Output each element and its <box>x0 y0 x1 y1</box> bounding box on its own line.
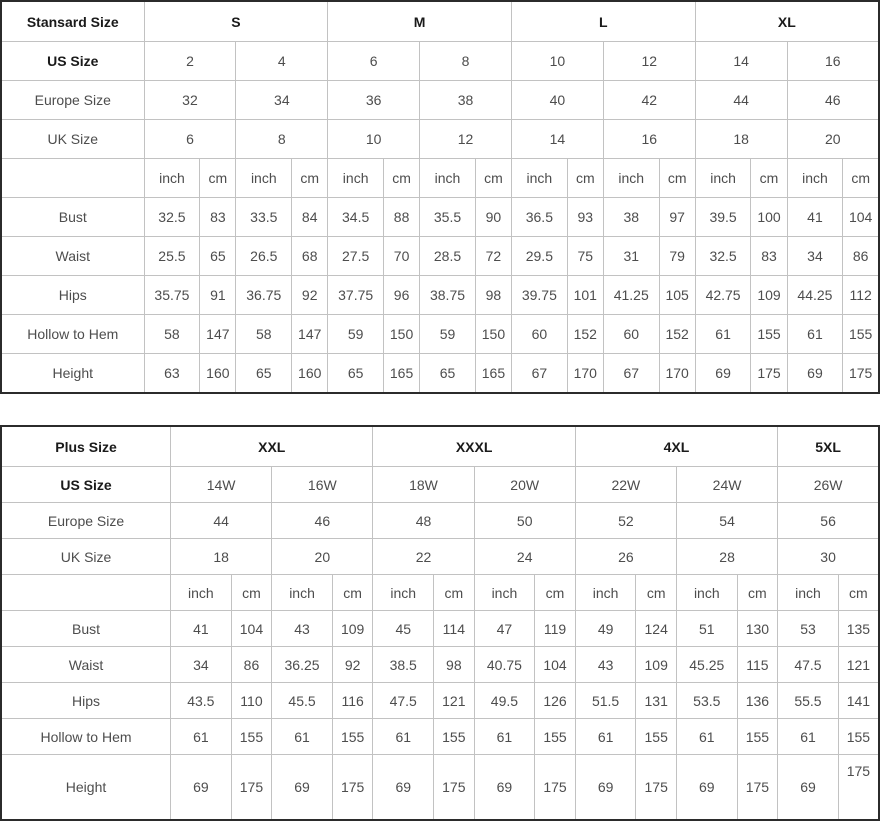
size-value: 93 <box>567 198 603 237</box>
size-value: 175 <box>535 755 576 821</box>
size-value: 124 <box>636 611 677 647</box>
size-group-header: 5XL <box>778 426 879 467</box>
size-value: 36 <box>328 81 420 120</box>
size-value: 33.5 <box>236 198 292 237</box>
size-value: 116 <box>332 683 373 719</box>
size-value: 61 <box>676 719 737 755</box>
size-value: 41 <box>171 611 232 647</box>
size-value: 54 <box>676 503 777 539</box>
row-label: US Size <box>1 42 144 81</box>
size-value: 61 <box>171 719 232 755</box>
size-value: 50 <box>474 503 575 539</box>
size-value: 45.5 <box>272 683 333 719</box>
size-value: 150 <box>384 315 420 354</box>
size-value: 44.25 <box>787 276 843 315</box>
size-value: 61 <box>575 719 636 755</box>
unit-header: inch <box>603 159 659 198</box>
size-value: 61 <box>373 719 434 755</box>
size-group-header: M <box>328 1 512 42</box>
size-value: 49.5 <box>474 683 535 719</box>
size-value: 90 <box>475 198 511 237</box>
size-value: 8 <box>236 120 328 159</box>
size-value: 34 <box>236 81 328 120</box>
size-value: 39.75 <box>511 276 567 315</box>
size-value: 6 <box>144 120 236 159</box>
size-value: 22 <box>373 539 474 575</box>
size-value: 121 <box>838 647 879 683</box>
unit-header: cm <box>659 159 695 198</box>
size-value: 47.5 <box>373 683 434 719</box>
size-value: 69 <box>778 755 839 821</box>
size-value: 18W <box>373 467 474 503</box>
size-value: 175 <box>231 755 272 821</box>
size-value: 130 <box>737 611 778 647</box>
unit-header: inch <box>236 159 292 198</box>
empty-corner-cell <box>1 575 171 611</box>
size-value: 86 <box>231 647 272 683</box>
size-value: 26 <box>575 539 676 575</box>
size-value: 92 <box>332 647 373 683</box>
unit-header: cm <box>231 575 272 611</box>
size-value: 92 <box>292 276 328 315</box>
size-value: 67 <box>603 354 659 394</box>
size-value: 98 <box>475 276 511 315</box>
size-value: 39.5 <box>695 198 751 237</box>
size-value: 12 <box>603 42 695 81</box>
plus-size-chart <box>0 425 880 821</box>
size-value: 79 <box>659 237 695 276</box>
size-value: 104 <box>843 198 879 237</box>
size-value: 131 <box>636 683 677 719</box>
size-value: 6 <box>328 42 420 81</box>
hollow-to-hem-row <box>1 315 879 354</box>
size-value: 35.5 <box>420 198 476 237</box>
row-label: UK Size <box>1 120 144 159</box>
size-value: 10 <box>328 120 420 159</box>
size-value: 40 <box>511 81 603 120</box>
size-value: 67 <box>511 354 567 394</box>
size-value: 59 <box>420 315 476 354</box>
hips-row <box>1 683 879 719</box>
size-value: 155 <box>332 719 373 755</box>
size-value: 26.5 <box>236 237 292 276</box>
size-value: 155 <box>737 719 778 755</box>
size-value: 43 <box>575 647 636 683</box>
size-value: 155 <box>636 719 677 755</box>
size-value: 61 <box>787 315 843 354</box>
bust-row <box>1 611 879 647</box>
size-value: 98 <box>434 647 475 683</box>
size-value: 147 <box>200 315 236 354</box>
size-value: 48 <box>373 503 474 539</box>
row-label: UK Size <box>1 539 171 575</box>
size-value: 84 <box>292 198 328 237</box>
size-value: 119 <box>535 611 576 647</box>
size-value: 53 <box>778 611 839 647</box>
size-value: 16 <box>787 42 879 81</box>
size-value: 20W <box>474 467 575 503</box>
size-value: 175 <box>843 354 879 394</box>
unit-header: inch <box>787 159 843 198</box>
size-value: 112 <box>843 276 879 315</box>
size-value: 51 <box>676 611 737 647</box>
size-value: 70 <box>384 237 420 276</box>
size-value: 34 <box>171 647 232 683</box>
row-label: Hips <box>1 276 144 315</box>
size-value: 61 <box>272 719 333 755</box>
hips-row <box>1 276 879 315</box>
unit-header: inch <box>420 159 476 198</box>
size-value: 65 <box>236 354 292 394</box>
row-label: Europe Size <box>1 81 144 120</box>
size-value: 147 <box>292 315 328 354</box>
size-value: 160 <box>200 354 236 394</box>
unit-header: inch <box>373 575 434 611</box>
row-label: Height <box>1 354 144 394</box>
size-value: 135 <box>838 611 879 647</box>
unit-header: cm <box>384 159 420 198</box>
row-label: Waist <box>1 237 144 276</box>
size-value: 91 <box>200 276 236 315</box>
us-size-row <box>1 42 879 81</box>
unit-header: cm <box>737 575 778 611</box>
size-value: 45 <box>373 611 434 647</box>
size-group-header: XXL <box>171 426 373 467</box>
size-value: 52 <box>575 503 676 539</box>
size-value: 30 <box>778 539 879 575</box>
size-value: 28 <box>676 539 777 575</box>
size-value: 26W <box>778 467 879 503</box>
size-value: 165 <box>384 354 420 394</box>
size-value: 100 <box>751 198 787 237</box>
size-value: 155 <box>838 719 879 755</box>
size-value: 60 <box>511 315 567 354</box>
size-value: 136 <box>737 683 778 719</box>
size-value: 2 <box>144 42 236 81</box>
size-value: 110 <box>231 683 272 719</box>
size-value: 56 <box>778 503 879 539</box>
size-value: 24W <box>676 467 777 503</box>
size-value: 10 <box>511 42 603 81</box>
row-label: Hollow to Hem <box>1 315 144 354</box>
unit-header: cm <box>475 159 511 198</box>
size-value: 38.75 <box>420 276 476 315</box>
size-value: 114 <box>434 611 475 647</box>
size-value: 20 <box>787 120 879 159</box>
size-value: 42.75 <box>695 276 751 315</box>
size-value: 36.5 <box>511 198 567 237</box>
size-value: 165 <box>475 354 511 394</box>
size-value: 69 <box>695 354 751 394</box>
size-value: 43.5 <box>171 683 232 719</box>
size-value: 69 <box>787 354 843 394</box>
table-title-cell: Stansard Size <box>1 1 144 42</box>
unit-header: inch <box>676 575 737 611</box>
size-value: 175 <box>636 755 677 821</box>
size-value: 53.5 <box>676 683 737 719</box>
size-value: 60 <box>603 315 659 354</box>
size-value: 126 <box>535 683 576 719</box>
size-value: 83 <box>200 198 236 237</box>
size-value: 109 <box>636 647 677 683</box>
unit-header: inch <box>144 159 200 198</box>
size-value: 47 <box>474 611 535 647</box>
height-row <box>1 755 879 821</box>
size-value: 36.25 <box>272 647 333 683</box>
size-value: 109 <box>332 611 373 647</box>
size-value: 175 <box>751 354 787 394</box>
size-group-header: XXXL <box>373 426 575 467</box>
size-value: 61 <box>695 315 751 354</box>
row-label: Waist <box>1 647 171 683</box>
size-value: 44 <box>695 81 787 120</box>
size-value: 16 <box>603 120 695 159</box>
unit-header: inch <box>474 575 535 611</box>
size-value: 150 <box>475 315 511 354</box>
size-value: 34 <box>787 237 843 276</box>
size-value: 155 <box>535 719 576 755</box>
size-group-header: XL <box>695 1 879 42</box>
size-value: 46 <box>787 81 879 120</box>
bust-row <box>1 198 879 237</box>
row-label: Height <box>1 755 171 821</box>
size-value: 65 <box>200 237 236 276</box>
size-value: 58 <box>144 315 200 354</box>
size-value: 170 <box>659 354 695 394</box>
unit-header: cm <box>434 575 475 611</box>
row-label: Europe Size <box>1 503 171 539</box>
size-value: 36.75 <box>236 276 292 315</box>
size-value: 115 <box>737 647 778 683</box>
unit-header: cm <box>636 575 677 611</box>
size-value: 83 <box>751 237 787 276</box>
row-label: US Size <box>1 467 171 503</box>
unit-header: cm <box>535 575 576 611</box>
hollow-to-hem-row <box>1 719 879 755</box>
uk-size-row <box>1 120 879 159</box>
size-value: 69 <box>272 755 333 821</box>
size-value: 68 <box>292 237 328 276</box>
size-header-row <box>1 426 879 467</box>
size-value: 141 <box>838 683 879 719</box>
size-value: 69 <box>474 755 535 821</box>
unit-header: cm <box>843 159 879 198</box>
size-value: 32.5 <box>144 198 200 237</box>
size-value: 38 <box>603 198 659 237</box>
size-value: 175 <box>737 755 778 821</box>
size-value: 109 <box>751 276 787 315</box>
size-value: 20 <box>272 539 373 575</box>
size-value: 41 <box>787 198 843 237</box>
size-value: 28.5 <box>420 237 476 276</box>
europe-size-row <box>1 81 879 120</box>
row-label: Hollow to Hem <box>1 719 171 755</box>
size-value: 61 <box>474 719 535 755</box>
height-row <box>1 354 879 394</box>
size-value: 46 <box>272 503 373 539</box>
size-value: 49 <box>575 611 636 647</box>
size-value: 31 <box>603 237 659 276</box>
size-value: 14 <box>511 120 603 159</box>
size-value: 61 <box>778 719 839 755</box>
size-value: 38 <box>420 81 512 120</box>
size-group-header: L <box>511 1 695 42</box>
size-value: 104 <box>535 647 576 683</box>
row-label: Bust <box>1 198 144 237</box>
size-value: 44 <box>171 503 272 539</box>
waist-row <box>1 647 879 683</box>
size-value: 4 <box>236 42 328 81</box>
table-gap <box>0 394 880 425</box>
size-value: 32 <box>144 81 236 120</box>
unit-header: inch <box>511 159 567 198</box>
row-label: Bust <box>1 611 171 647</box>
size-value: 72 <box>475 237 511 276</box>
size-value: 121 <box>434 683 475 719</box>
size-value: 29.5 <box>511 237 567 276</box>
size-value: 34.5 <box>328 198 384 237</box>
unit-row <box>1 575 879 611</box>
size-value: 69 <box>171 755 232 821</box>
unit-header: cm <box>200 159 236 198</box>
size-value: 65 <box>328 354 384 394</box>
uk-size-row <box>1 539 879 575</box>
size-value: 69 <box>575 755 636 821</box>
size-value: 152 <box>567 315 603 354</box>
unit-header: inch <box>171 575 232 611</box>
empty-corner-cell <box>1 159 144 198</box>
unit-header: inch <box>328 159 384 198</box>
size-value: 160 <box>292 354 328 394</box>
unit-header: inch <box>695 159 751 198</box>
size-value: 27.5 <box>328 237 384 276</box>
size-value: 35.75 <box>144 276 200 315</box>
size-value: 51.5 <box>575 683 636 719</box>
size-value: 101 <box>567 276 603 315</box>
size-value: 86 <box>843 237 879 276</box>
standard-size-chart <box>0 0 880 394</box>
size-value: 175 <box>332 755 373 821</box>
size-value: 47.5 <box>778 647 839 683</box>
size-value: 152 <box>659 315 695 354</box>
size-value: 75 <box>567 237 603 276</box>
size-value: 40.75 <box>474 647 535 683</box>
size-value: 65 <box>420 354 476 394</box>
size-value: 55.5 <box>778 683 839 719</box>
size-value: 18 <box>171 539 272 575</box>
size-value: 18 <box>695 120 787 159</box>
size-value: 97 <box>659 198 695 237</box>
size-value: 63 <box>144 354 200 394</box>
size-value: 69 <box>373 755 434 821</box>
size-value: 14W <box>171 467 272 503</box>
waist-row <box>1 237 879 276</box>
unit-header: cm <box>751 159 787 198</box>
size-value: 43 <box>272 611 333 647</box>
size-value: 58 <box>236 315 292 354</box>
size-value: 155 <box>231 719 272 755</box>
size-value: 32.5 <box>695 237 751 276</box>
unit-header: cm <box>567 159 603 198</box>
size-value: 155 <box>751 315 787 354</box>
size-value: 25.5 <box>144 237 200 276</box>
size-value: 45.25 <box>676 647 737 683</box>
unit-header: inch <box>778 575 839 611</box>
size-value: 8 <box>420 42 512 81</box>
size-value: 88 <box>384 198 420 237</box>
unit-header: cm <box>292 159 328 198</box>
unit-header: cm <box>332 575 373 611</box>
size-value: 155 <box>434 719 475 755</box>
size-value: 24 <box>474 539 575 575</box>
size-value: 12 <box>420 120 512 159</box>
size-group-header: S <box>144 1 328 42</box>
size-value: 41.25 <box>603 276 659 315</box>
size-value: 14 <box>695 42 787 81</box>
size-value: 37.75 <box>328 276 384 315</box>
unit-header: cm <box>838 575 879 611</box>
size-value: 96 <box>384 276 420 315</box>
europe-size-row <box>1 503 879 539</box>
size-value: 175 <box>434 755 475 821</box>
size-value: 105 <box>659 276 695 315</box>
size-value: 42 <box>603 81 695 120</box>
unit-row <box>1 159 879 198</box>
size-value: 38.5 <box>373 647 434 683</box>
size-value: 155 <box>843 315 879 354</box>
row-label: Hips <box>1 683 171 719</box>
unit-header: inch <box>575 575 636 611</box>
table-title-cell: Plus Size <box>1 426 171 467</box>
size-value: 16W <box>272 467 373 503</box>
us-size-row <box>1 467 879 503</box>
size-group-header: 4XL <box>575 426 777 467</box>
size-value: 59 <box>328 315 384 354</box>
size-value: 175 <box>838 755 879 821</box>
size-value: 22W <box>575 467 676 503</box>
size-value: 104 <box>231 611 272 647</box>
unit-header: inch <box>272 575 333 611</box>
size-header-row <box>1 1 879 42</box>
size-value: 170 <box>567 354 603 394</box>
size-value: 69 <box>676 755 737 821</box>
